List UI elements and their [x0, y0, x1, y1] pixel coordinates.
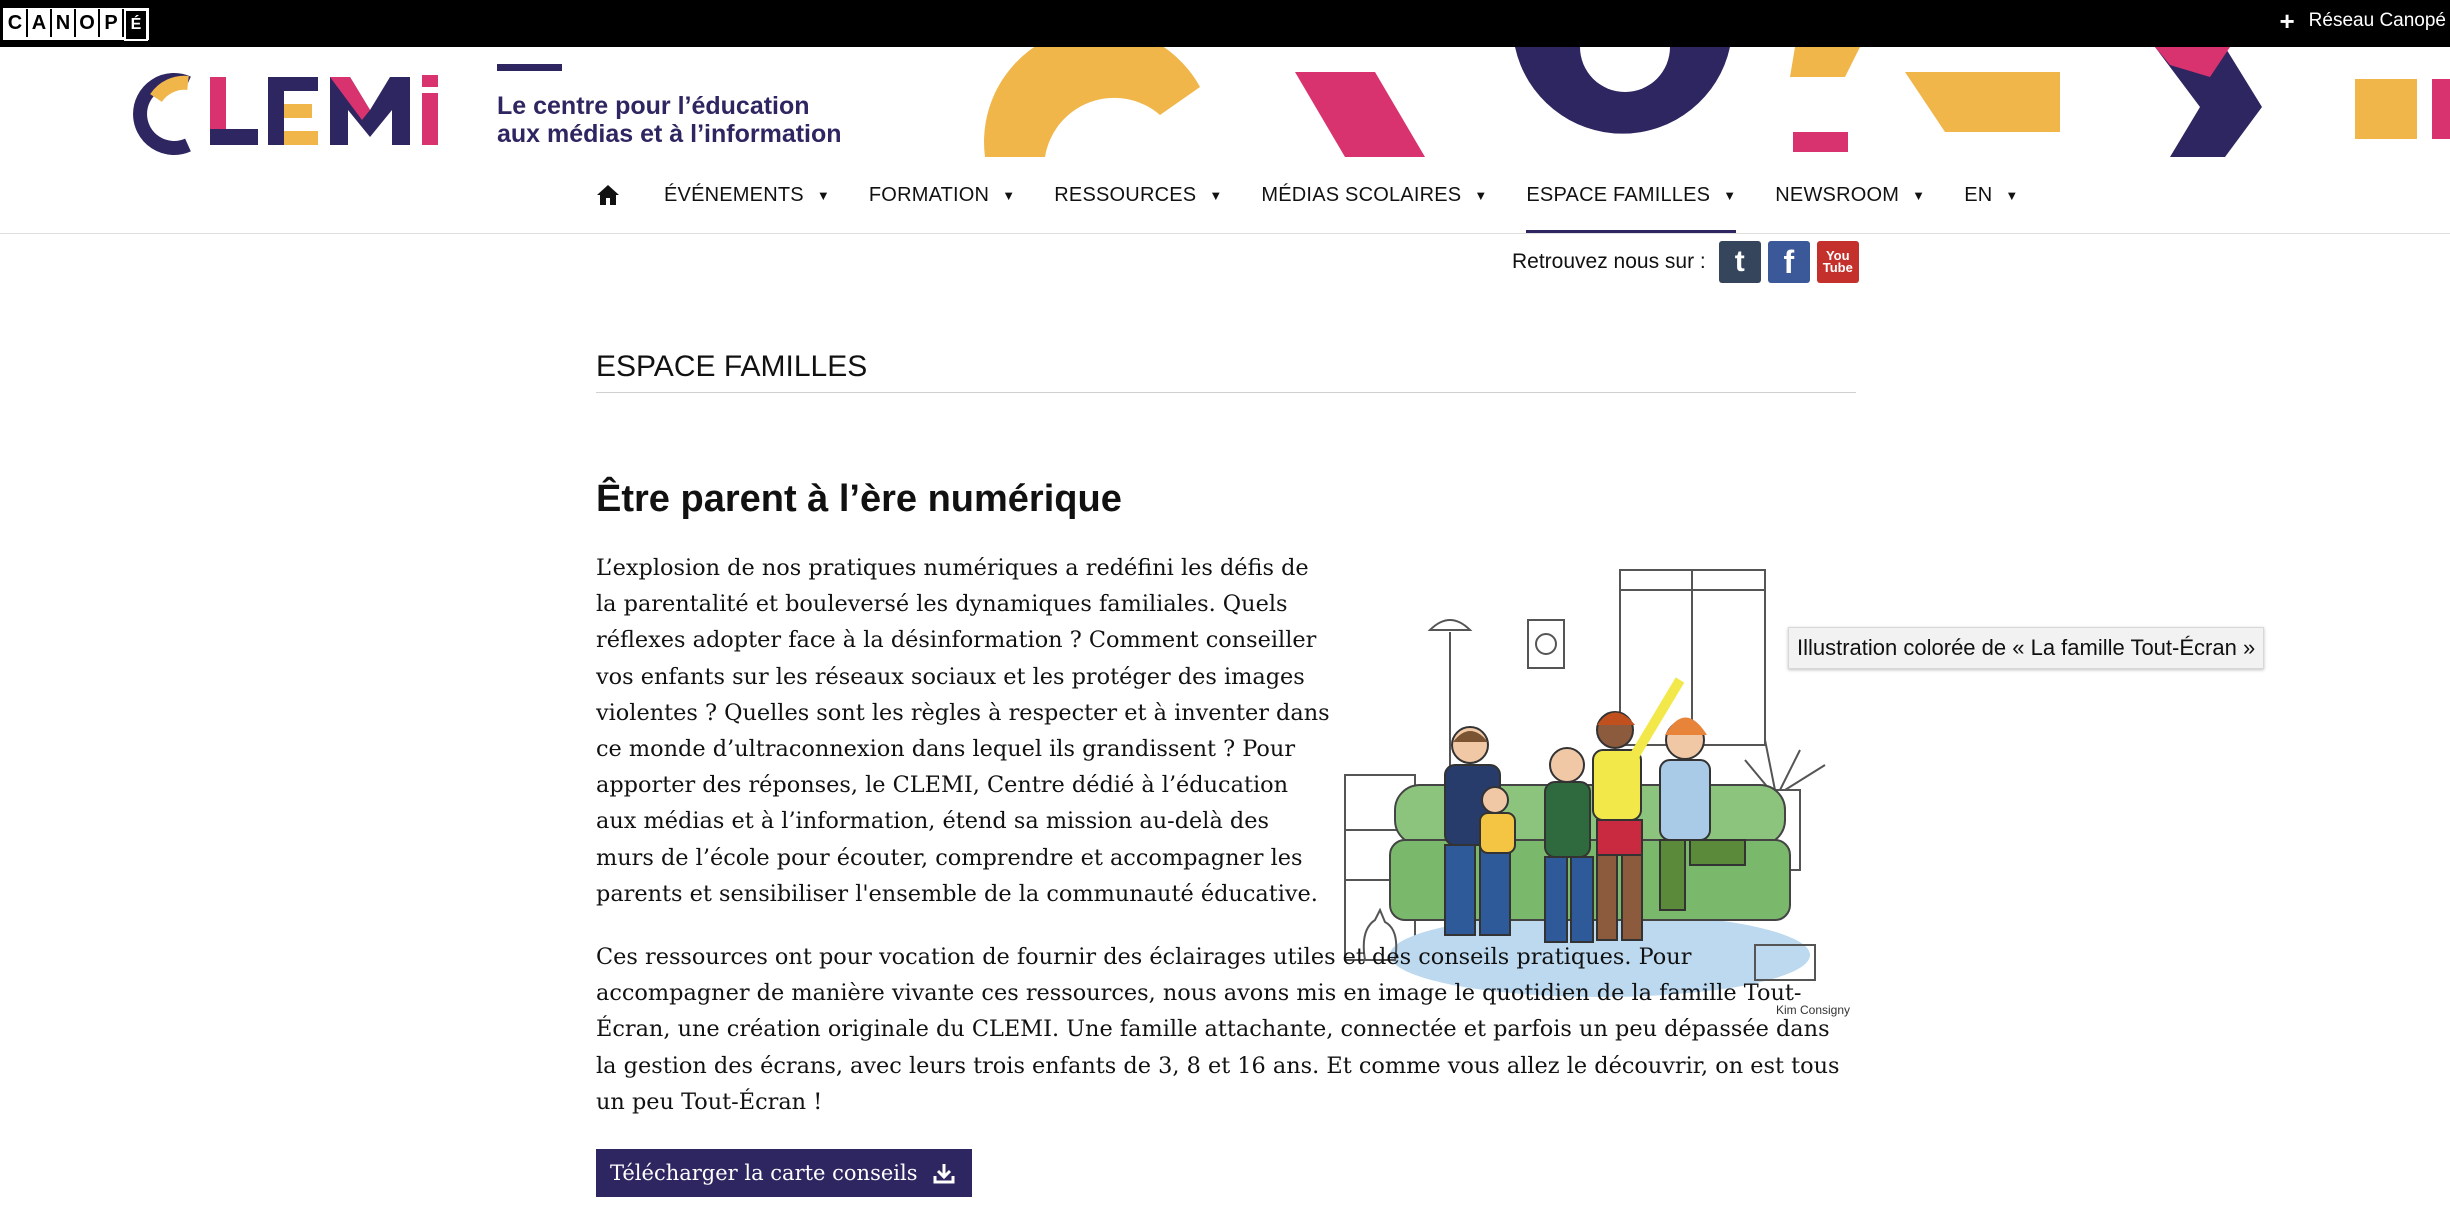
home-icon[interactable] — [596, 183, 620, 207]
caret-down-icon: ▼ — [816, 187, 830, 203]
caret-down-icon: ▼ — [1002, 187, 1016, 203]
page-title: Être parent à l’ère numérique — [596, 478, 1122, 520]
nav-item-ressources[interactable] — [1054, 157, 1222, 233]
facebook-icon[interactable]: f — [1768, 241, 1810, 283]
caret-down-icon: ▼ — [1723, 187, 1737, 203]
download-card-button[interactable] — [596, 1149, 972, 1197]
caret-down-icon: ▼ — [2005, 187, 2019, 203]
nav-item-formation[interactable] — [869, 157, 1015, 233]
caret-down-icon: ▼ — [1912, 187, 1926, 203]
section-title: ESPACE FAMILLES — [596, 350, 1856, 393]
social-label: Retrouvez nous sur : — [1512, 250, 1706, 273]
image-tooltip: Illustration colorée de « La famille Tout-Écran » — [1788, 627, 2264, 669]
youtube-icon[interactable]: You Tube — [1817, 241, 1859, 283]
nav-item-label: FORMATION — [868, 183, 990, 206]
nav-item-medias-scolaires[interactable] — [1261, 157, 1487, 233]
tagline-line2: aux médias et à l’information — [497, 120, 842, 148]
article-paragraph: L’explosion de nos pratiques numériques a redéfini les défis de la parentalité et bouleversé les dynamiques familiales. Quels réflexes adopter face à la désinformation ? Comment conseiller vos enfants sur les réseaux sociaux et les protéger des images violentes ? Quelles sont les règles à respecter et à inventer dans ce monde d’ultraconnexion dans lequel ils grandissent ? Pour apporter des réponses, le CLEMI, Centre dédié à l’éducation aux médias et à l’information, étend sa mission au-delà des murs de l’école pour écouter, comprendre et accompagner les parents et sensibiliser l'ensemble de la communauté éducative. — [596, 555, 1330, 907]
nav-item-label: MÉDIAS SCOLAIRES — [1261, 183, 1462, 206]
illustration-credit: Kim Consigny — [1776, 1003, 1851, 1017]
nav-item-language[interactable] — [1964, 157, 2018, 233]
article-paragraph: Ces ressources ont pour vocation de fournir des éclairages utiles et des conseils pratiques. Pour accompagner de manière vivante ces ressources, nous avons mis en image le quotidien de la famille Tout-Écran, une création originale du CLEMI. Une famille attachante, connectée et parfois un peu dépassée dans la gestion des écrans, avec leurs trois enfants de 3, 8 et 16 ans. Et comme vous allez le découvrir, on est tous un peu Tout-Écran ! — [596, 944, 1840, 1115]
tagline-line1: Le centre pour l’éducation — [497, 92, 810, 120]
tagline-bar — [497, 64, 562, 71]
caret-down-icon: ▼ — [1209, 187, 1223, 203]
logo-letter: O — [76, 9, 100, 37]
header-banner — [0, 47, 2450, 157]
nav-item-evenements[interactable] — [664, 157, 830, 233]
logo-letter: É — [124, 9, 148, 41]
download-icon — [932, 1161, 956, 1185]
download-button-label: Télécharger la carte conseils — [610, 1161, 918, 1185]
canope-logo[interactable] — [3, 8, 149, 40]
clemi-logo[interactable] — [130, 65, 470, 155]
top-bar — [0, 0, 2450, 47]
social-links — [1512, 240, 1859, 284]
nav-item-espace-familles[interactable] — [1526, 157, 1736, 233]
nav-item-newsroom[interactable] — [1775, 157, 1925, 233]
logo-letter: P — [100, 9, 124, 37]
nav-item-label: NEWSROOM — [1775, 183, 1900, 206]
reseau-canope-label: Réseau Canopé — [2308, 10, 2446, 31]
logo-letter: A — [28, 9, 52, 37]
header-tagline — [497, 92, 842, 148]
nav-item-label: ÉVÉNEMENTS — [664, 183, 804, 206]
reseau-canope-link[interactable] — [2279, 6, 2446, 36]
nav-item-label: ESPACE FAMILLES — [1526, 183, 1711, 206]
logo-letter: N — [52, 9, 76, 37]
logo-letter: C — [4, 9, 28, 37]
main-nav — [0, 157, 2450, 234]
plus-icon: + — [2279, 6, 2295, 36]
caret-down-icon: ▼ — [1474, 187, 1488, 203]
tumblr-icon[interactable]: t — [1719, 241, 1761, 283]
nav-item-label: RESSOURCES — [1054, 183, 1197, 206]
nav-item-label: EN — [1964, 183, 1993, 206]
